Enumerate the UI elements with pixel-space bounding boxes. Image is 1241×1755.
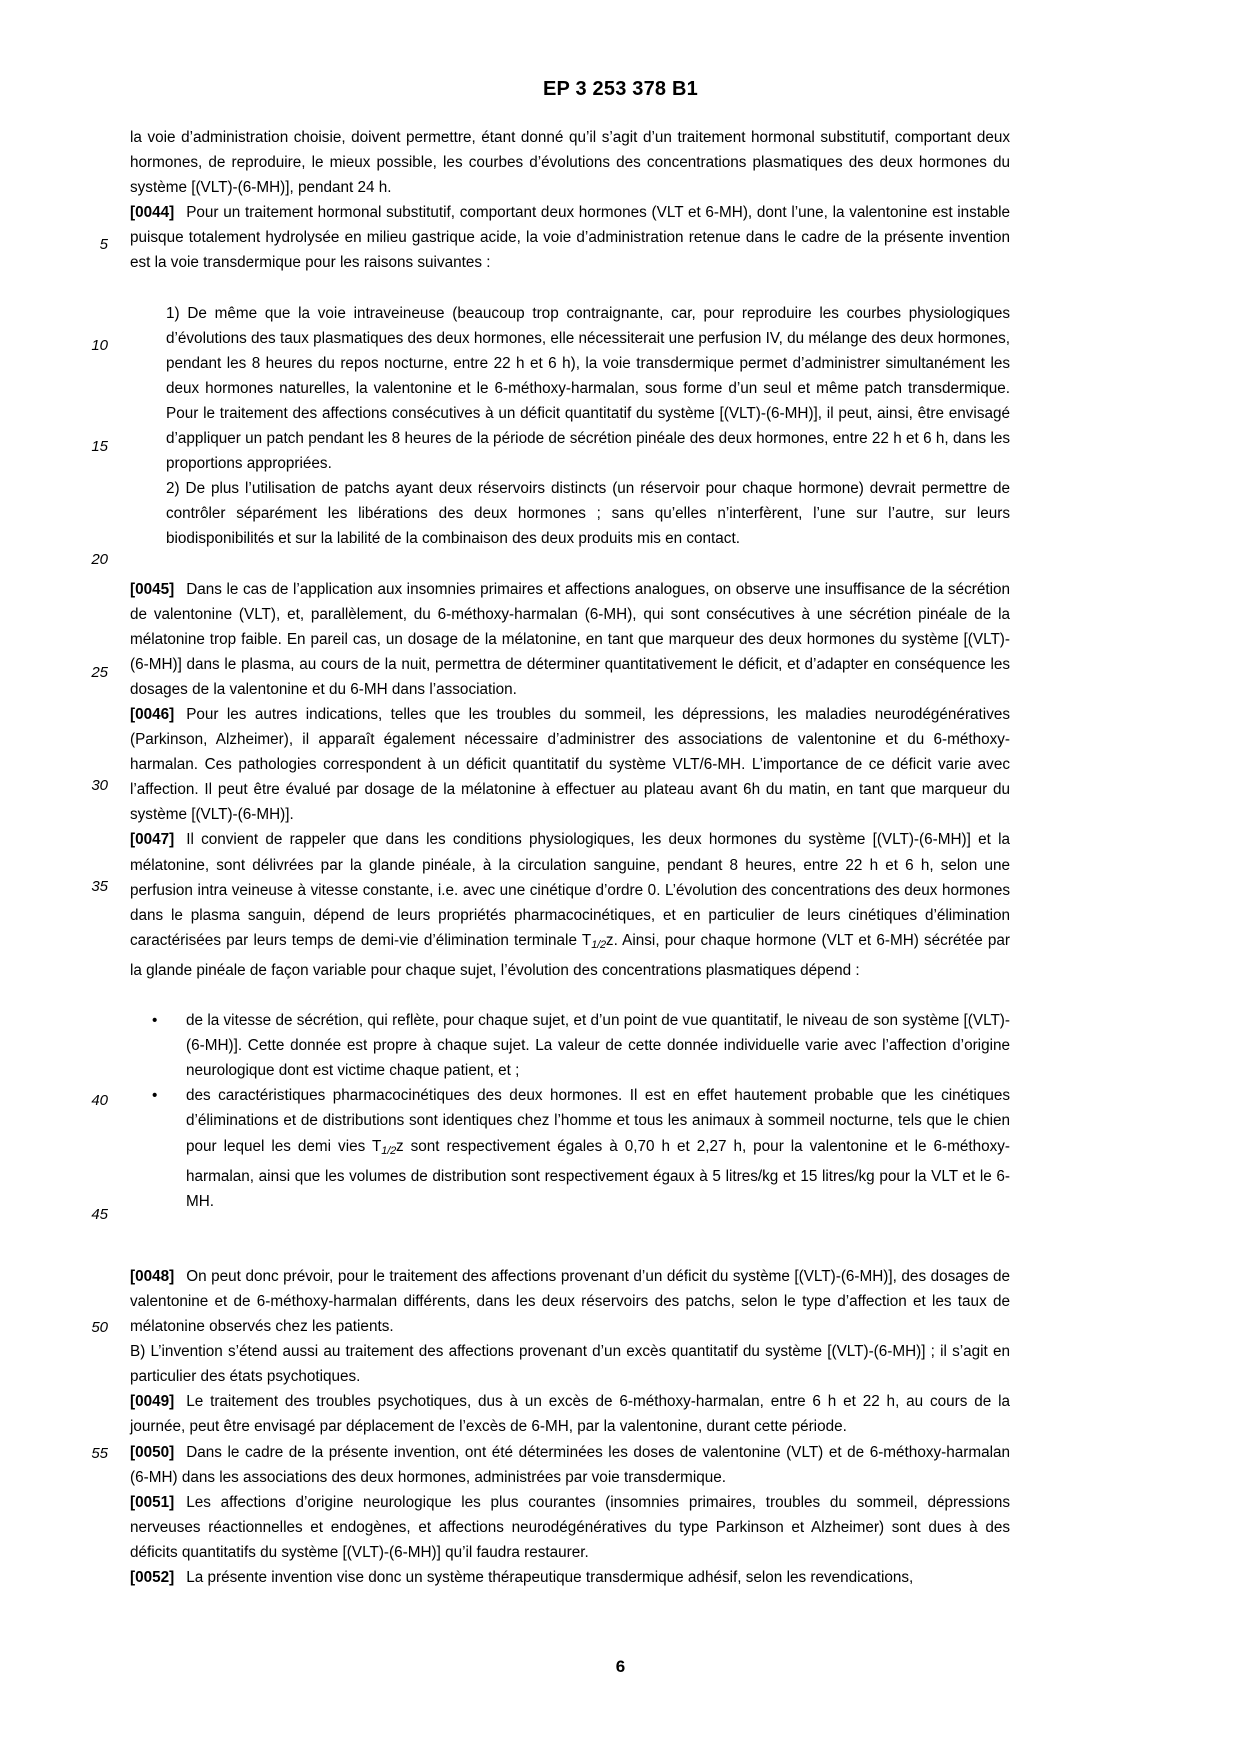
paragraph-0045-text: Dans le cas de l’application aux insomnies primaires et affections analogues, on observe une insuffisance de la sécrétion de valentonine (VLT), et, parallèlement, du 6-méthoxy-harmalan (6-MH), qui sont consécutives à une sécrétion pinéale de la mélatonine trop faible. En pareil cas, un dosage de la mélatonine, en tant que marqueur des deux hormones du système [(VLT)-(6-MH)] dans le plasma, au cours de la nuit, permettra de déterminer quantitativement le déficit, et d’adapter en conséquence les dosages de la valentonine et du 6-MH dans l’association. [130,580,1010,698]
paragraph-0047 [130,827,1010,983]
line-number: 45 [91,1206,108,1223]
bullet-marker-icon: • [152,1087,158,1105]
paragraph-b: B) L’invention s’étend aussi au traitement des affections provenant d’un excès quantitatif du système [(VLT)-(6-MH)] ; il s’agit en particulier des états psychotiques. [130,1343,1010,1386]
paragraph-0044 [130,200,1010,275]
paragraph-continued: la voie d’administration choisie, doivent permettre, étant donné qu’il s’agit d’un traitement hormonal substitutif, comportant deux hormones, de reproduire, le mieux possible, les courbes d’évolutions des concentrations plasmatiques des deux hormones du système [(VLT)-(6-MH)], pendant 24 h. [130,129,1010,197]
line-number-gutter [0,0,125,1755]
paragraph-number-0048: [0048] [130,1267,175,1285]
list-item-2: 2) De plus l’utilisation de patchs ayant deux réservoirs distincts (un réservoir pour chaque hormone) devrait permettre de contrôler séparément les libérations des deux hormones ; sans qu’elles n’interfèrent, l’une sur l’autre, sur leurs biodisponibilités et sur la labilité de la combinaison des deux produits mis en contact. [166,480,1010,548]
half-life-subscript: 1/2 [591,938,606,951]
paragraph-0052-text: La présente invention vise donc un système thérapeutique transdermique adhésif, selon les revendications, [186,1569,914,1587]
paragraph-0046-text: Pour les autres indications, telles que les troubles du sommeil, les dépressions, les maladies neurodégénératives (Parkinson, Alzheimer), il apparaît également nécessaire d’administrer des associations de valentonine et du 6-méthoxy-harmalan. Ces pathologies correspondent à un déficit quantitatif du système VLT/6-MH. L’importance de ce déficit varie avec l’affection. Il peut être évalué par dosage de la mélatonine à effectuer au plateau avant 6h du matin, en tant que marqueur du système [(VLT)-(6-MH)]. [130,705,1010,824]
bullet-item-2-text-b: z sont respectivement égales à 0,70 h et 2,27 h, pour la valentonine et le 6-méthoxy-harmalan, ainsi que les volumes de distribution sont respectivement égaux à 5 litres/kg et 15 litres/kg pour la VLT et le 6-MH. [186,1137,1010,1210]
paragraph-number-0045: [0045] [130,580,175,598]
paragraph-number-0051: [0051] [130,1493,175,1511]
paragraph-0047-text-b: z. Ainsi, pour chaque hormone (VLT et 6-MH) sécrétée par la glande pinéale de façon variable pour chaque sujet, l’évolution des concentrations plasmatiques dépend : [130,931,1010,979]
bullet-marker-icon: • [152,1012,158,1030]
paragraph-0049 [130,1389,1010,1439]
line-number: 15 [91,438,108,455]
paragraph-number-0050: [0050] [130,1443,175,1461]
document-header: EP 3 253 378 B1 [543,78,698,100]
paragraph-0049-text: Le traitement des troubles psychotiques, dus à un excès de 6-méthoxy-harmalan, entre 6 h et 22 h, au cours de la journée, peut être envisagé par déplacement de l’excès de 6-MH, par la valentonine, durant cette période. [130,1393,1010,1436]
paragraph-0051 [130,1490,1010,1565]
paragraph-0048-text: On peut donc prévoir, pour le traitement des affections provenant d’un déficit du système [(VLT)-(6-MH)], des dosages de valentonine et de 6-méthoxy-harmalan différents, dans les deux réservoirs des patchs, selon le type d’affection et les taux de mélatonine observés chez les patients. [130,1267,1010,1336]
bullet-item-2-text-a: des caractéristiques pharmacocinétiques des deux hormones. Il est en effet hautement probable que les cinétiques d’éliminations et de distributions sont identiques chez l’homme et tous les animaux à sommeil nocturne, tels que le chien pour lequel les demi vies T [186,1087,1010,1155]
bullet-item-1 [152,1008,1010,1083]
paragraph-0051-text: Les affections d’origine neurologique les plus courantes (insomnies primaires, troubles du sommeil, dépressions nerveuses réactionnelles et endogènes, et affections neurodégénératives du type Parkinson et Alzheimer) sont dues à des déficits quantitatifs du système [(VLT)-(6-MH)] qu’il faudra restaurer. [130,1493,1010,1561]
line-number: 25 [91,664,108,681]
document-body [130,125,1010,1590]
paragraph-0045 [130,577,1010,702]
line-number: 40 [91,1092,108,1109]
line-number: 55 [91,1445,108,1462]
line-number: 35 [91,878,108,895]
paragraph-0052 [130,1565,1010,1590]
bullet-item-1-text: de la vitesse de sécrétion, qui reflète, pour chaque sujet, et d’un point de vue quantitatif, le niveau de son système [(VLT)-(6-MH)]. Cette donnée est propre à chaque sujet. La valeur de cette donnée individuelle varie avec l’affection d’origine neurologique dont est victime chaque patient, et ; [186,1012,1010,1080]
paragraph-0047-text-a: Il convient de rappeler que dans les conditions physiologiques, les deux hormones du système [(VLT)-(6-MH)] et la mélatonine, sont délivrées par la glande pinéale, à la circulation sanguine, pendant 8 heures, entre 22 h et 6 h, selon une perfusion intra veineuse à vitesse constante, i.e. avec une cinétique d’ordre 0. L’évolution des concentrations des deux hormones dans le plasma sanguin, dépend de leurs propriétés pharmacocinétiques, et en particulier de leurs cinétiques d’élimination caractérisées par leurs temps de demi-vie d’élimination terminale T [130,831,1010,949]
paragraph-0044-text: Pour un traitement hormonal substitutif, comportant deux hormones (VLT et 6-MH), dont l’une, la valentonine est instable puisque totalement hydrolysée en milieu gastrique acide, la voie d’administration retenue dans le cadre de la présente invention est la voie transdermique pour les raisons suivantes : [130,204,1010,272]
paragraph-0046 [130,702,1010,827]
bullet-item-2 [152,1083,1010,1214]
paragraph-number-0046: [0046] [130,705,175,723]
line-number: 5 [99,236,108,253]
line-number: 20 [91,551,108,568]
line-number: 30 [91,777,108,794]
line-number: 50 [91,1319,108,1336]
half-life-subscript: 1/2 [381,1144,396,1157]
paragraph-number-0044: [0044] [130,204,175,222]
paragraph-0050 [130,1440,1010,1490]
paragraph-number-0049: [0049] [130,1393,175,1411]
line-number: 10 [91,337,108,354]
paragraph-number-0047: [0047] [130,831,175,849]
paragraph-number-0052: [0052] [130,1569,175,1587]
paragraph-0050-text: Dans le cadre de la présente invention, ont été déterminées les doses de valentonine (VLT) et de 6-méthoxy-harmalan (6-MH) dans les associations des deux hormones, administrées par voie transdermique. [130,1443,1010,1486]
paragraph-0048 [130,1264,1010,1339]
bullet-item-2-text [186,1083,1010,1214]
page-number: 6 [615,1657,626,1676]
list-item-1: 1) De même que la voie intraveineuse (beaucoup trop contraignante, car, pour reproduire les courbes physiologiques d’évolutions des taux plasmatiques des deux hormones, elle nécessiterait une perfusion IV, du mélange des deux hormones, pendant les 8 heures du repos nocturne, entre 22 h et 6 h), la voie transdermique permet d’administrer simultanément les deux hormones naturelles, la valentonine et le 6-méthoxy-harmalan, sous forme d’un seul et même patch transdermique. Pour le traitement des affections consécutives à un déficit quantitatif du système [(VLT)-(6-MH)], il peut, ainsi, être envisagé d’appliquer un patch pendant les 8 heures de la période de sécrétion pinéale des deux hormones, entre 22 h et 6 h, dans les proportions appropriées. [166,304,1010,473]
